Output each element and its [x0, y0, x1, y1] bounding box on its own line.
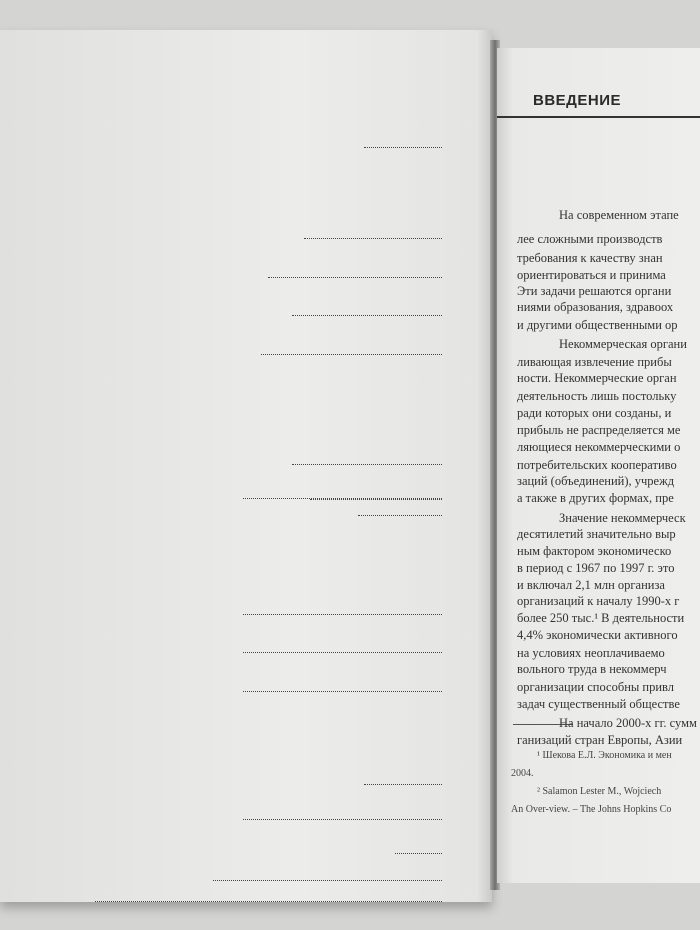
leader-dots	[304, 238, 442, 239]
leader-dots	[243, 614, 442, 615]
intro-text-line: прибыль не распределяется ме	[517, 423, 681, 437]
intro-text-line: организации способны привл	[517, 680, 675, 694]
intro-text-line: вольного труда в некоммерч	[517, 662, 667, 676]
left-page	[0, 30, 492, 902]
intro-text-line: 4,4% экономически активного	[517, 628, 678, 642]
intro-text-line: ным фактором экономическо	[517, 544, 672, 558]
intro-text-line: и другими общественными ор	[517, 318, 678, 332]
footnote-line: ¹ Шекова Е.Л. Экономика и мен	[537, 750, 672, 761]
intro-text-line: На начало 2000-х гг. сумм	[559, 716, 697, 730]
heading-rule	[497, 116, 700, 118]
leader-dots	[358, 515, 442, 516]
introduction-heading: ВВЕДЕНИЕ	[533, 92, 621, 109]
leader-dots	[395, 853, 442, 854]
footnote-line: An Over-view. – The Johns Hopkins Co	[511, 804, 672, 815]
leader-dots	[364, 147, 442, 148]
leader-dots	[268, 277, 443, 278]
intro-text-line: на условиях неоплачиваемо	[517, 646, 665, 660]
intro-text-line: ориентироваться и принима	[517, 268, 666, 282]
intro-text-line: деятельность лишь постольку	[517, 389, 677, 403]
leader-dots	[243, 652, 442, 653]
leader-dots	[292, 315, 442, 316]
intro-text-line: ниями образования, здравоох	[517, 300, 674, 314]
intro-text-line: заций (объединений), учрежд	[517, 474, 675, 488]
leader-dots	[364, 784, 442, 785]
leader-dots	[243, 691, 442, 692]
leader-dots	[292, 464, 442, 465]
leader-dots	[243, 819, 442, 820]
intro-text-line: ради которых они созданы, и	[517, 406, 672, 420]
leader-dots	[213, 880, 442, 881]
intro-text-line: в период с 1967 по 1997 г. это	[517, 561, 675, 575]
intro-text-line: ганизаций стран Европы, Азии	[517, 733, 683, 747]
intro-text-line: десятилетий значительно выр	[517, 527, 676, 541]
intro-text-line: лее сложными производств	[517, 232, 663, 246]
intro-text-line: задач существенный обществе	[517, 697, 680, 711]
intro-text-line: ляющиеся некоммерческими о	[517, 440, 681, 454]
intro-text-line: а также в других формах, пре	[517, 491, 674, 505]
footnote-line: ² Salamon Lester M., Wojciech	[537, 786, 662, 797]
intro-text-line: потребительских кооперативо	[517, 458, 677, 472]
intro-text-line: и включал 2,1 млн организа	[517, 578, 665, 592]
intro-text-line: требования к качеству знан	[517, 251, 663, 265]
intro-text-line: организаций к началу 1990-х г	[517, 594, 680, 608]
leader-dots	[261, 354, 442, 355]
intro-text-line: Некоммерческая органи	[559, 337, 687, 351]
intro-text-line: ливающая извлечение прибы	[517, 355, 672, 369]
intro-text-line: На современном этапе	[559, 208, 679, 222]
intro-text-line: Значение некоммерческ	[559, 511, 686, 525]
leader-dots	[95, 901, 442, 902]
footnote-line: 2004.	[511, 768, 534, 779]
intro-text-line: Эти задачи решаются органи	[517, 284, 672, 298]
intro-text-line: более 250 тыс.¹ В деятельности	[517, 611, 685, 625]
right-page	[497, 48, 700, 883]
leader-dots	[310, 499, 442, 500]
intro-text-line: ности. Некоммерческие орган	[517, 371, 677, 385]
